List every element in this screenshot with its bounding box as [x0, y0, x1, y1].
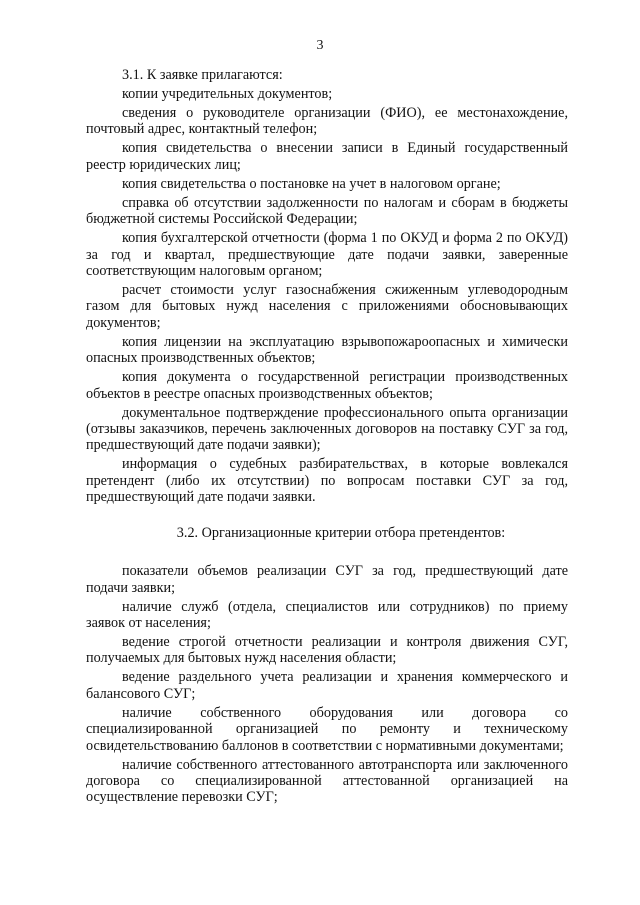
list-item-3-1-2: сведения о руководителе организации (ФИО), ее местонахождение, почтовый адрес, контактный телефон;: [86, 105, 568, 138]
list-item-3-2-6: наличие собственного аттестованного автотранспорта или заключенного договора со специализированной аттестованной организацией на осуществление перевозки СУГ;: [86, 756, 568, 806]
list-item-3-2-3: ведение строгой отчетности реализации и контроля движения СУГ, получаемых для бытовых нужд населения области;: [86, 633, 568, 667]
section-heading-3-1: 3.1. К заявке прилагаются:: [122, 67, 283, 83]
list-item-3-2-2: наличие служб (отдела, специалистов или сотрудников) по приему заявок от населения;: [86, 598, 568, 631]
list-item-3-1-4: копия свидетельства о постановке на учет в налоговом органе;: [122, 175, 501, 192]
section-3-1: [86, 67, 568, 506]
list-item-3-1-5: справка об отсутствии задолженности по налогам и сборам в бюджеты бюджетной системы Российской Федерации;: [86, 194, 568, 228]
list-item-3-1-1: копии учредительных документов;: [122, 86, 333, 102]
list-item-3-1-3: копия свидетельства о внесении записи в Единый государственный реестр юридических лиц;: [86, 140, 568, 173]
list-item-3-2-4: ведение раздельного учета реализации и хранения коммерческого и балансового СУГ;: [86, 669, 568, 702]
list-item-3-1-6: копия бухгалтерской отчетности (форма 1 по ОКУД и форма 2 по ОКУД) за год и квартал, предшествующие дате подачи заявки, заверенные соответствующим налоговым органом;: [86, 230, 568, 280]
section-heading-3-2: 3.2. Организационные критерии отбора претендентов:: [176, 524, 506, 541]
list-item-3-1-11: информация о судебных разбирательствах, в которые вовлекался претендент (либо их отсутствии) по вопросам поставки СУГ за год, предшествующий дате подачи заявки.: [86, 456, 568, 506]
list-item-3-1-8: копия лицензии на эксплуатацию взрывопожароопасных и химически опасных производственных объектов;: [86, 333, 568, 367]
document-body: [86, 67, 568, 808]
section-3-2: [86, 525, 568, 806]
list-item-3-1-9: копия документа о государственной регистрации производственных объектов в реестре опасных производственных объектов;: [86, 369, 568, 402]
page-number: 3: [316, 38, 324, 53]
list-item-3-2-5: наличие собственного оборудования или договора со специализированной организацией по ремонту и техническому освидетельствованию баллонов в соответствии с нормативными документами;: [86, 704, 568, 754]
list-item-3-2-1: показатели объемов реализации СУГ за год, предшествующий дате подачи заявки;: [86, 563, 568, 596]
list-item-3-1-7: расчет стоимости услуг газоснабжения сжиженным углеводородным газом для бытовых нужд населения с приложениями обосновывающих документов;: [86, 282, 568, 331]
list-item-3-1-10: документальное подтверждение профессионального опыта организации (отзывы заказчиков, перечень заключенных договоров на поставку СУГ за год, предшествующий дате подачи заявки);: [86, 404, 568, 454]
